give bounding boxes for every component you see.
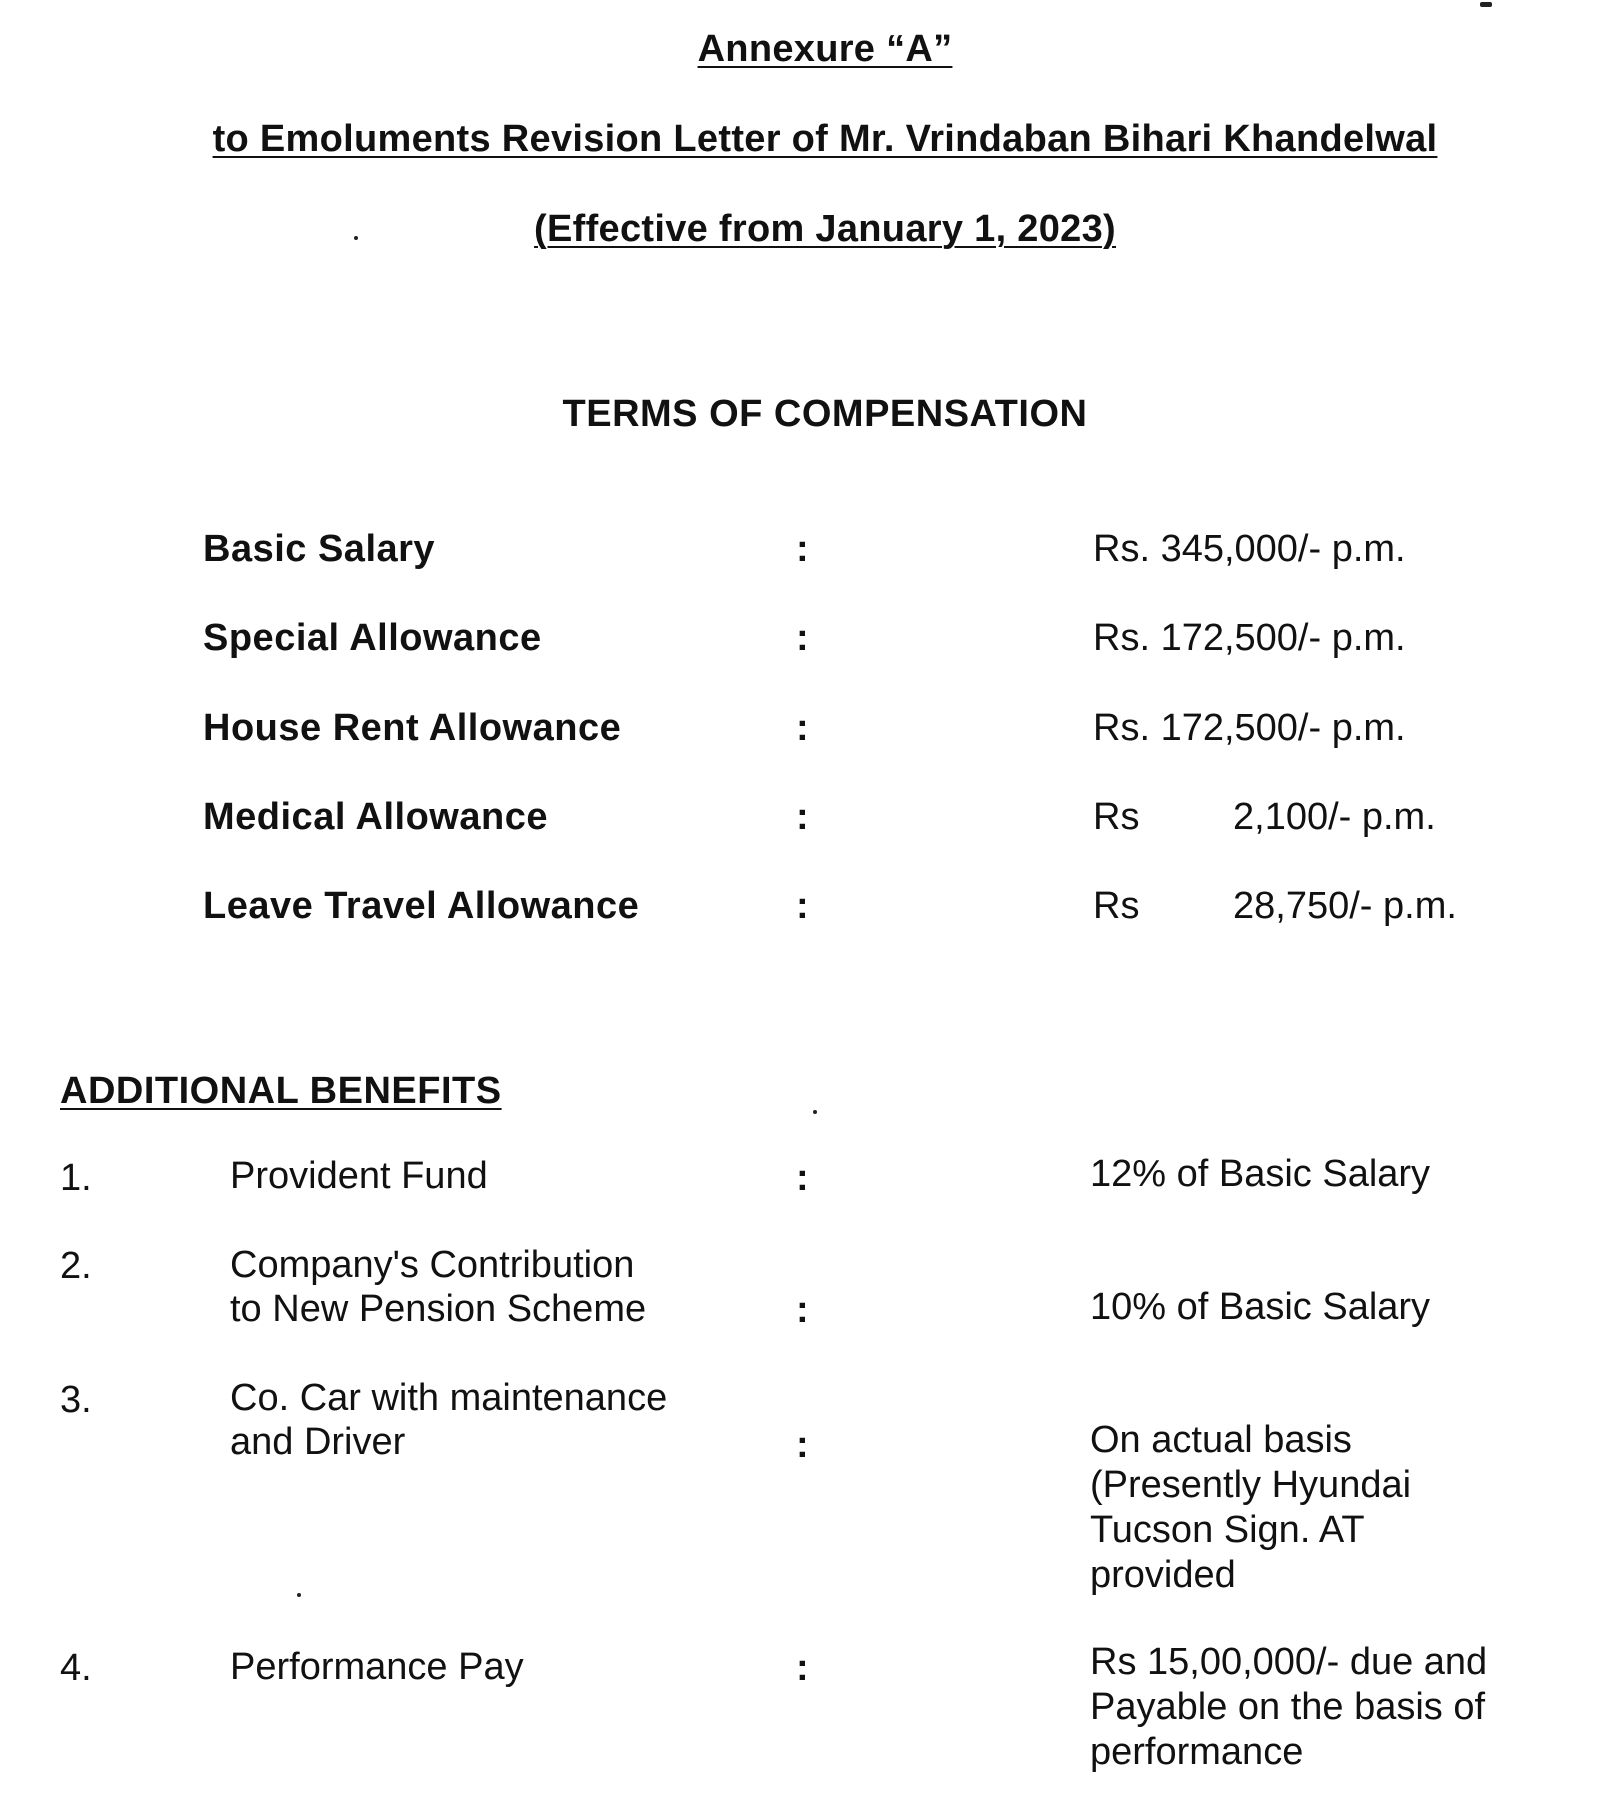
benefit-number: 4. xyxy=(60,1647,92,1689)
colon-separator: : xyxy=(796,1647,809,1689)
colon-separator: : xyxy=(796,1157,809,1199)
benefit-number: 3. xyxy=(60,1379,92,1421)
compensation-value xyxy=(1093,885,1457,928)
letter-subtitle: to Emoluments Revision Letter of Mr. Vrindaban Bihari Khandelwal xyxy=(212,118,1438,160)
amount-label: 172,500/- p.m. xyxy=(1160,617,1406,659)
benefits-title: ADDITIONAL BENEFITS xyxy=(60,1070,502,1112)
compensation-label: Medical Allowance xyxy=(203,796,548,838)
benefit-value xyxy=(1090,1418,1411,1598)
benefit-value-line: provided xyxy=(1090,1554,1236,1596)
scan-speck xyxy=(813,1110,817,1114)
compensation-title: TERMS OF COMPENSATION xyxy=(562,393,1088,435)
benefit-number: 2. xyxy=(60,1245,92,1287)
colon-separator: : xyxy=(796,1289,809,1331)
benefit-value-line: 10% of Basic Salary xyxy=(1090,1286,1431,1328)
benefit-label-line: Provident Fund xyxy=(230,1155,488,1197)
currency-label: Rs xyxy=(1093,796,1140,838)
benefit-label xyxy=(230,1243,646,1331)
compensation-label: Special Allowance xyxy=(203,617,542,659)
currency-label: Rs. xyxy=(1093,617,1150,659)
colon-separator: : xyxy=(796,528,809,570)
compensation-value xyxy=(1093,617,1406,660)
compensation-value xyxy=(1093,796,1436,839)
benefit-value-line: Rs 15,00,000/- due and xyxy=(1090,1641,1488,1683)
colon-separator: : xyxy=(796,617,809,659)
amount-label: 2,100/- p.m. xyxy=(1233,796,1436,838)
benefit-value-line: Payable on the basis of xyxy=(1090,1686,1486,1728)
benefit-label-line: and Driver xyxy=(230,1421,406,1463)
compensation-value xyxy=(1093,707,1406,750)
benefit-label-line: Co. Car with maintenance xyxy=(230,1377,668,1419)
scan-speck xyxy=(1480,2,1492,7)
compensation-label: House Rent Allowance xyxy=(203,707,622,749)
colon-separator: : xyxy=(796,796,809,838)
colon-separator: : xyxy=(796,1424,809,1466)
benefit-value-line: Tucson Sign. AT xyxy=(1090,1509,1365,1551)
benefit-value xyxy=(1090,1640,1487,1775)
benefit-label-line: Company's Contribution xyxy=(230,1244,635,1286)
benefit-value-line: On actual basis xyxy=(1090,1419,1352,1461)
scan-speck xyxy=(354,236,358,240)
amount-label: 172,500/- p.m. xyxy=(1160,707,1406,749)
effective-date: (Effective from January 1, 2023) xyxy=(534,208,1116,250)
benefit-number: 1. xyxy=(60,1157,92,1199)
colon-separator: : xyxy=(796,885,809,927)
benefit-label-line: to New Pension Scheme xyxy=(230,1288,647,1330)
benefit-value xyxy=(1090,1285,1430,1330)
colon-separator: : xyxy=(796,707,809,749)
benefit-label-line: Performance Pay xyxy=(230,1646,524,1688)
benefit-value-line: (Presently Hyundai xyxy=(1090,1464,1412,1506)
benefit-value-line: 12% of Basic Salary xyxy=(1090,1153,1431,1195)
annexure-title: Annexure “A” xyxy=(697,28,953,70)
currency-label: Rs. xyxy=(1093,707,1150,749)
amount-label: 28,750/- p.m. xyxy=(1233,885,1457,927)
benefit-label xyxy=(230,1154,488,1198)
compensation-label: Leave Travel Allowance xyxy=(203,885,640,927)
benefit-label xyxy=(230,1376,667,1464)
scan-speck xyxy=(297,1593,301,1597)
compensation-value xyxy=(1093,528,1406,571)
benefit-label xyxy=(230,1645,524,1689)
amount-label: 345,000/- p.m. xyxy=(1160,528,1406,570)
currency-label: Rs xyxy=(1093,885,1140,927)
benefit-value xyxy=(1090,1152,1430,1197)
benefit-value-line: performance xyxy=(1090,1731,1304,1773)
currency-label: Rs. xyxy=(1093,528,1150,570)
compensation-label: Basic Salary xyxy=(203,528,436,570)
